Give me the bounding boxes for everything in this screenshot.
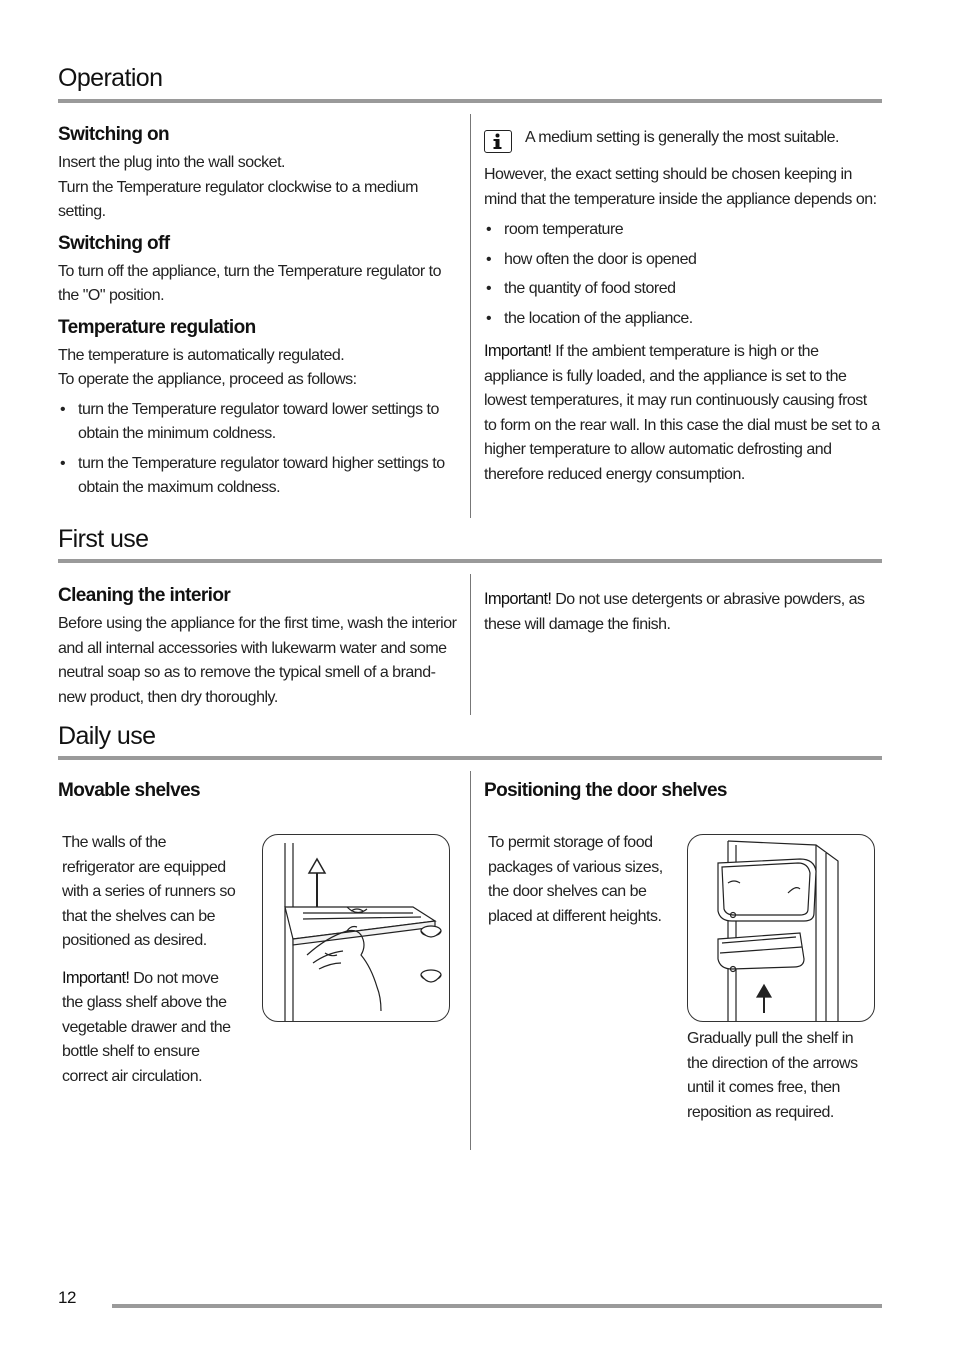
list-item: • the quantity of food stored: [484, 277, 880, 302]
heading-movable-shelves: Movable shelves: [58, 780, 201, 801]
movable-shelves-important: [62, 966, 242, 1090]
column-divider: [470, 574, 471, 715]
important-label: Important!: [62, 968, 130, 987]
section-title-operation: Operation: [58, 64, 163, 92]
heading-positioning-door-shelves: Positioning the door shelves: [484, 780, 727, 801]
temp-reg-bullets: [58, 398, 458, 501]
temp-reg-line1: The temperature is automatically regulated.: [58, 346, 345, 364]
column-divider: [470, 771, 471, 1150]
important-text: If the ambient temperature is high or the appliance is fully loaded, and the appliance is set to the lowest temperatures, it may run continuously causing frost to form on the rear wall. In this case the dial must be set to a higher temperature to allow automatic defrosting and therefore reduced energy consumption.: [484, 343, 880, 483]
heading-cleaning-interior: Cleaning the interior: [58, 585, 231, 606]
list-item: • turn the Temperature regulator toward higher settings to obtain the maximum coldness.: [58, 452, 458, 501]
depends-text: However, the exact setting should be chosen keeping in mind that the temperature inside the appliance depends on:: [484, 166, 877, 208]
operation-right-column: [484, 163, 880, 487]
first-use-left-column: [58, 585, 460, 710]
important-label: Important!: [484, 590, 552, 608]
door-shelves-text: To permit storage of food packages of various sizes, the door shelves can be placed at different heights.: [488, 834, 663, 925]
footer-rule: [112, 1304, 882, 1308]
movable-shelf-illustration: [262, 834, 450, 1022]
info-icon: [484, 130, 512, 153]
heading-switching-on: Switching on: [58, 124, 170, 145]
section-title-daily-use: Daily use: [58, 722, 156, 750]
page-number: 12: [58, 1288, 76, 1307]
operation-important-paragraph: [484, 339, 880, 487]
switching-off-text: To turn off the appliance, turn the Temperature regulator to the "O" position.: [58, 262, 441, 304]
first-use-right-column: [484, 587, 880, 637]
list-item: • how often the door is opened: [484, 248, 880, 273]
list-item: • the location of the appliance.: [484, 307, 880, 332]
section-rule: [58, 756, 882, 760]
important-text: Do not use detergents or abrasive powders, as these will damage the finish.: [484, 591, 865, 633]
section-title-first-use: First use: [58, 525, 149, 553]
section-rule: [58, 559, 882, 563]
list-item: • room temperature: [484, 218, 880, 243]
temp-reg-line2: To operate the appliance, proceed as follows:: [58, 371, 357, 388]
switching-on-line2: Turn the Temperature regulator clockwise to a medium setting.: [58, 178, 418, 220]
important-text: Do not move the glass shelf above the vegetable drawer and the bottle shelf to ensure correct air circulation.: [62, 969, 231, 1085]
section-rule: [58, 99, 882, 103]
depends-bullets: [484, 218, 880, 331]
door-shelves-caption: Gradually pull the shelf in the direction of the arrows until it comes free, then reposition as required.: [687, 1030, 858, 1121]
first-use-important-paragraph: [484, 587, 880, 637]
cleaning-text: Before using the appliance for the first time, wash the interior and all internal accessories with lukewarm water and some neutral soap so as to remove the typical smell of a brand-new product, then dry thoroughly.: [58, 615, 457, 706]
important-label: Important!: [484, 342, 552, 360]
info-note: A medium setting is generally the most suitable.: [525, 129, 839, 146]
door-shelf-illustration: [687, 834, 875, 1022]
movable-shelves-text: The walls of the refrigerator are equipped with a series of runners so that the shelves can be positioned as desired.: [62, 834, 236, 949]
list-item: • turn the Temperature regulator toward lower settings to obtain the minimum coldness.: [58, 398, 458, 447]
switching-on-line1: Insert the plug into the wall socket.: [58, 154, 285, 171]
heading-temperature-regulation: Temperature regulation: [58, 316, 256, 338]
column-divider: [470, 114, 471, 518]
heading-switching-off: Switching off: [58, 232, 170, 254]
operation-left-column: [58, 124, 458, 501]
movable-shelves-text-block: [62, 831, 242, 1089]
